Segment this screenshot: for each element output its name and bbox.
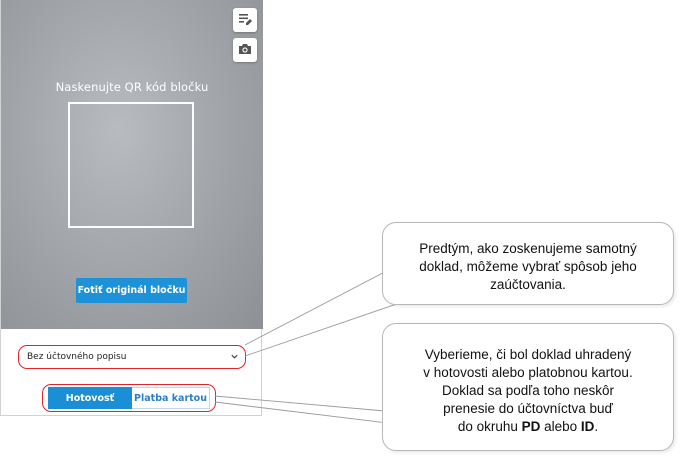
callout-payment-method bbox=[382, 323, 674, 451]
callout-line: doklad, môžeme vybrať spôsob jeho bbox=[419, 259, 637, 274]
text-prefix: do okruhu bbox=[457, 419, 522, 434]
callout-line: prenesie do účtovníctva buď bbox=[443, 401, 613, 416]
select-value: Bez účtovného popisu bbox=[27, 352, 127, 362]
photo-original-button[interactable]: Fotiť originál bločku bbox=[76, 278, 187, 303]
cash-option[interactable]: Hotovosť bbox=[48, 387, 132, 409]
id-term: ID bbox=[580, 419, 595, 434]
callout-accounting-method bbox=[382, 222, 674, 305]
callout-line-last bbox=[383, 418, 673, 436]
text-middle: alebo bbox=[540, 419, 581, 434]
card-option[interactable]: Platba kartou bbox=[132, 387, 210, 409]
scan-instruction: Naskenujte QR kód bločku bbox=[55, 80, 209, 94]
callout-line: Doklad sa podľa toho neskôr bbox=[441, 383, 615, 398]
callout-line: Vyberieme, či bol doklad uhradený bbox=[424, 347, 632, 362]
callout-line: v hotovosti alebo platobnou kartou. bbox=[423, 365, 633, 380]
callout-line: Predtým, ako zoskenujeme samotný bbox=[419, 241, 637, 256]
pd-term: PD bbox=[521, 419, 541, 434]
text-suffix: . bbox=[594, 419, 599, 434]
callout-line: zaúčtovania. bbox=[490, 277, 566, 292]
